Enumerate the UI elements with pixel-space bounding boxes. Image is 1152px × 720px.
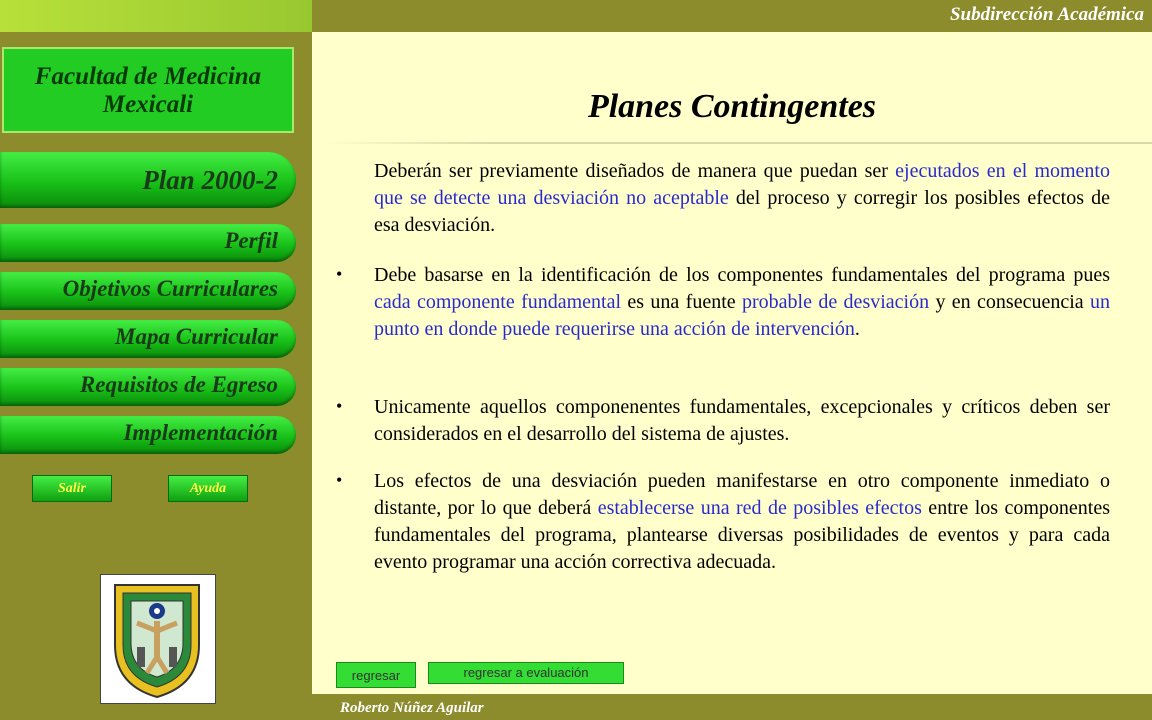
- exit-button[interactable]: Salir: [32, 475, 112, 502]
- p2-text-a: Debe basarse en la identificación de los componentes fundamentales del programa pues: [374, 264, 1110, 286]
- nav-plan-label: Plan 2000-2: [142, 165, 278, 195]
- author-name: Roberto Núñez Aguilar: [340, 700, 484, 716]
- main-content: [312, 32, 1152, 694]
- header-bar: [312, 0, 1152, 32]
- nav-objetivos-curriculares[interactable]: [0, 272, 296, 310]
- nav-requisitos-label: Requisitos de Egreso: [79, 372, 278, 397]
- help-button[interactable]: Ayuda: [168, 475, 248, 502]
- p4-text-c: entre los componentes fundamentales del programa, plantearse diversas posibilidades de eventos y para cada evento programar una acción correctiva adecuada.: [374, 497, 1110, 573]
- seal-emblem-icon: [101, 575, 213, 701]
- paragraph-components: [374, 262, 1110, 343]
- p1-text-a: Deberán ser previamente diseñados de manera que puedan ser: [374, 160, 896, 182]
- p2-highlight-b: cada componente fundamental: [374, 291, 622, 313]
- back-button[interactable]: regresar: [336, 662, 416, 688]
- p2-text-e: y en consecuencia: [929, 291, 1090, 313]
- p1-highlight: ejecutados en el momento que se detecte una desviación no aceptable: [374, 160, 1110, 209]
- p2-text-c: es una fuente: [621, 291, 742, 313]
- nav-implementacion-label: Implementación: [123, 420, 278, 445]
- paragraph-effects: [374, 468, 1110, 576]
- faculty-city: Mexicali: [102, 91, 194, 118]
- nav-requisitos-egreso[interactable]: [0, 368, 296, 406]
- page-title: Planes Contingentes: [587, 88, 877, 125]
- top-accent-bar: [0, 0, 312, 32]
- back-to-evaluation-button[interactable]: regresar a evaluación: [428, 662, 624, 684]
- p2-highlight-d: probable de desviación: [742, 291, 930, 313]
- title-divider: [326, 142, 1152, 144]
- p4-highlight: establecerse una red de posibles efectos: [597, 497, 922, 519]
- university-seal: [100, 574, 216, 704]
- paragraph-critical: Unicamente aquellos componenentes fundamentales, excepcionales y críticos deben ser considerados en el desarrollo del sistema de ajustes.: [374, 396, 1110, 445]
- nav-objetivos-label: Objetivos Curriculares: [62, 276, 278, 301]
- p2-text-g: .: [854, 318, 860, 340]
- nav-plan[interactable]: [0, 152, 296, 208]
- nav-perfil-label: Perfil: [224, 228, 278, 253]
- bullet-2: •: [336, 396, 343, 416]
- paragraph-intro: [374, 158, 1110, 239]
- faculty-banner: [2, 47, 294, 133]
- p4-text-a: Los efectos de una desviación pueden manifestarse en otro componente inmediato o distante, por lo que deberá: [374, 470, 1110, 519]
- nav-implementacion[interactable]: [0, 416, 296, 454]
- faculty-name: Facultad de Medicina: [34, 63, 262, 90]
- bullet-3: •: [336, 470, 343, 490]
- p1-text-c: del proceso y corregir los posibles efectos de esa desviación.: [374, 187, 1111, 236]
- nav-perfil[interactable]: [0, 224, 296, 262]
- nav-mapa-curricular[interactable]: [0, 320, 296, 358]
- nav-mapa-label: Mapa Curricular: [115, 324, 278, 349]
- header-title: Subdirección Académica: [949, 4, 1144, 25]
- bullet-1: •: [336, 264, 343, 284]
- p2-highlight-f: un punto en donde puede requerirse una acción de intervención: [374, 291, 1110, 340]
